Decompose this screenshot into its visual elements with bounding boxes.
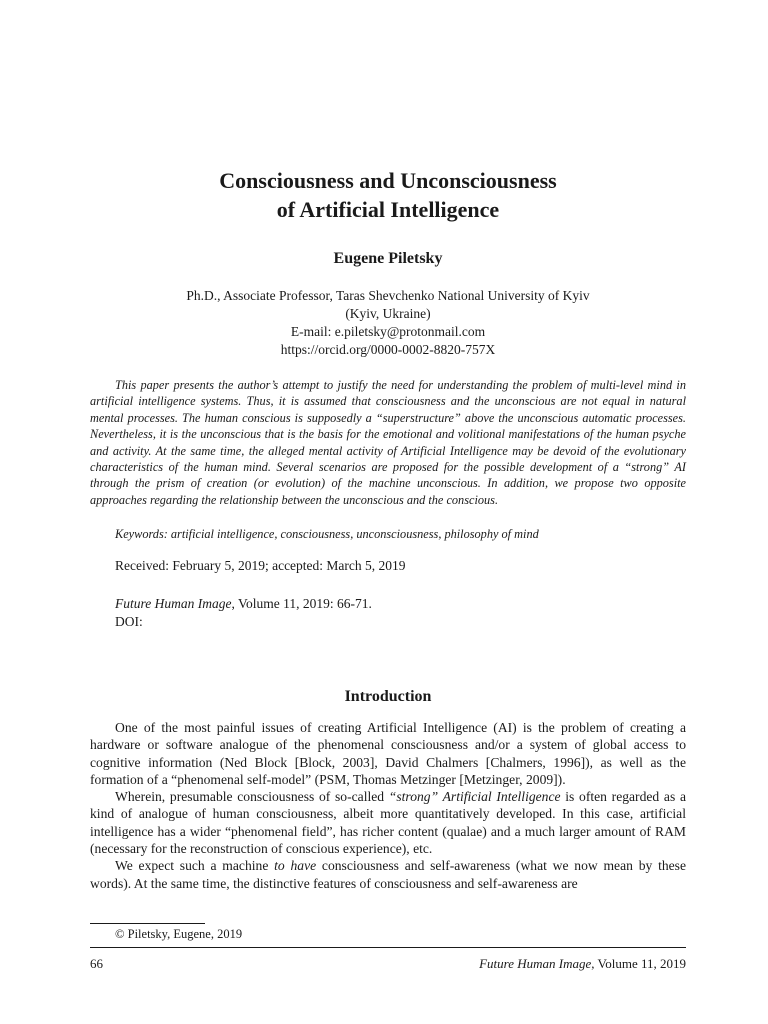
author-affiliation bbox=[90, 287, 686, 359]
journal-name: Future Human Image bbox=[115, 596, 232, 611]
affiliation-line-1: Ph.D., Associate Professor, Taras Shevchenko National University of Kyiv bbox=[186, 288, 590, 303]
article-title bbox=[90, 166, 686, 224]
paragraph-3-end: consciousness and self-awareness (what we now mean by these words). At the same time, the distinctive features of consciousness and self-awareness are bbox=[90, 858, 686, 891]
paragraph-2-start: Wherein, presumable consciousness of so-called bbox=[115, 789, 389, 805]
paragraph-1: One of the most painful issues of creating Artificial Intelligence (AI) is the problem of creating a hardware or software analogue of the phenomenal consciousness and/or a system of global access to cognitive information (Ned Block [Block, 2003], David Chalmers [Chalmers, 1996]), as well as the formation of a “phenomenal self-model” (PSM, Thomas Metzinger [Metzinger, 2009]). bbox=[90, 720, 686, 787]
author-name: Eugene Piletsky bbox=[333, 250, 443, 267]
page-number: 66 bbox=[90, 956, 103, 971]
footer-divider bbox=[90, 947, 686, 948]
title-line-2: of Artificial Intelligence bbox=[276, 197, 500, 222]
citation-details: , Volume 11, 2019: 66-71. bbox=[231, 596, 372, 611]
paragraph-2-end: is often regarded as a kind of analogue of human consciousness, albeit more quantitatively developed. In this case, artificial intelligence has a wider “phenomenal field”, has richer content (qualae) and a much larger amount of RAM (necessary for the reconstruction of conscious experience), etc. bbox=[90, 789, 686, 857]
abstract-text: This paper presents the author’s attempt to justify the need for understanding the problem of multi-level mind in artificial intelligence systems. Thus, it is assumed that consciousness and the unconscious are not equal in natural mental processes. The human conscious is supposedly a “superstructure” above the unconscious automatic processes. Nevertheless, it is the unconscious that is the basis for the emotional and volitional manifestations of the human psyche and activity. At the same time, the alleged mental activity of Artificial Intelligence may be devoid of the evolutionary characteristics of the human mind. Several scenarios are proposed for the possible development of a “strong” AI through the prism of creation (or evolution) of the machine unconscious. In addition, we propose two opposite approaches regarding the relationship between the unconscious and the conscious. bbox=[90, 378, 686, 507]
keywords: Keywords: artificial intelligence, consciousness, unconsciousness, philosophy of mind bbox=[115, 527, 539, 541]
citation-line bbox=[115, 595, 372, 613]
copyright-footnote: © Piletsky, Eugene, 2019 bbox=[115, 927, 243, 941]
paragraph-3-italic: to have bbox=[274, 858, 317, 874]
received-dates: Received: February 5, 2019; accepted: March 5, 2019 bbox=[115, 558, 406, 573]
paragraph-3 bbox=[90, 857, 686, 892]
citation-block bbox=[115, 595, 372, 631]
footnote-divider bbox=[90, 923, 205, 924]
doi-label: DOI: bbox=[115, 614, 143, 629]
running-volume: , Volume 11, 2019 bbox=[591, 956, 686, 971]
author-email[interactable]: E-mail: e.piletsky@protonmail.com bbox=[290, 324, 486, 339]
paragraph-3-start: We expect such a machine bbox=[115, 858, 275, 874]
paragraph-2-italic: “strong” Artificial Intelligence bbox=[388, 789, 561, 805]
running-journal-name: Future Human Image bbox=[479, 956, 592, 971]
introduction-body bbox=[90, 719, 686, 892]
affiliation-line-2: (Kyiv, Ukraine) bbox=[345, 306, 431, 321]
author-orcid-link[interactable]: https://orcid.org/0000-0002-8820-757X bbox=[280, 342, 496, 357]
title-line-1: Consciousness and Unconsciousness bbox=[219, 168, 557, 193]
running-footer bbox=[479, 956, 686, 972]
paragraph-2 bbox=[90, 788, 686, 857]
section-heading-introduction: Introduction bbox=[344, 688, 432, 705]
